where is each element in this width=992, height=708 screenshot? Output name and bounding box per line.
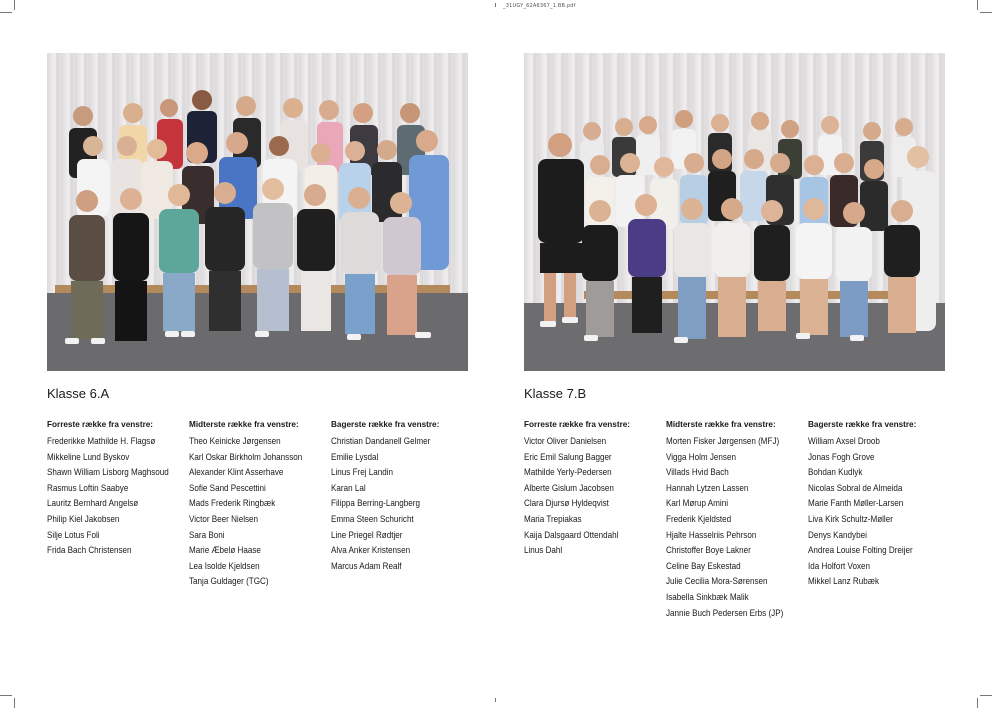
student-name: Alexander Klint Asserhave	[189, 467, 284, 478]
class-photo-7b-image	[524, 53, 945, 371]
student-name: Frederikke Mathilde H. Flagsø	[47, 436, 156, 446]
student-name: Liva Kirk Schultz-Møller	[808, 513, 893, 524]
name-list	[524, 434, 669, 559]
middle-row-column-7b	[666, 420, 811, 621]
student-name: Emma Steen Schuricht	[331, 513, 414, 524]
column-heading: Bagerste række fra venstre:	[331, 420, 440, 429]
student-name: Kaija Dalsgaard Ottendahl	[524, 529, 619, 540]
name-list	[666, 434, 811, 621]
student-name: Tanja Guldager (TGC)	[189, 576, 269, 587]
student-name: Theo Keinicke Jørgensen	[189, 436, 281, 446]
student-name: Karl Oskar Birkholm Johansson	[189, 451, 303, 462]
student-name: Marie Fanth Møller-Larsen	[808, 498, 904, 509]
class-photo-7b	[524, 53, 945, 371]
crop-mark	[980, 695, 992, 696]
student-name: Frida Bach Christensen	[47, 545, 132, 556]
student-name: Emilie Lysdal	[331, 451, 379, 462]
column-heading: Bagerste række fra venstre:	[808, 420, 917, 429]
student-name: Hannah Lytzen Lassen	[666, 482, 749, 493]
crop-mark	[14, 0, 15, 10]
student-name: Vigga Holm Jensen	[666, 451, 736, 462]
crop-mark	[0, 695, 12, 696]
name-list	[47, 434, 192, 559]
student-name: Lea Isolde Kjeldsen	[189, 560, 260, 571]
student-name: Sofie Sand Pescettini	[189, 482, 266, 493]
student-name: Denys Kandybei	[808, 529, 867, 540]
student-name: Maria Trepiakas	[524, 513, 582, 524]
student-name: Filippa Berring-Langberg	[331, 498, 420, 509]
name-list	[189, 434, 334, 590]
student-name: Victor Beer Nielsen	[189, 513, 259, 524]
crop-mark	[977, 0, 978, 10]
student-name: Karl Mørup Amini	[666, 498, 729, 509]
student-name: Mikkel Lanz Rubæk	[808, 576, 880, 587]
student-name: Eric Emil Salung Bagger	[524, 451, 612, 462]
column-heading: Forreste række fra venstre:	[524, 420, 631, 429]
student-name: Mads Frederik Ringbæk	[189, 498, 276, 509]
student-name: Silje Lotus Foli	[47, 529, 100, 540]
class-title-7b: Klasse 7.B	[524, 386, 587, 401]
student-name: Isabella Sinkbæk Malik	[666, 591, 749, 602]
student-name: William Axsel Droob	[808, 436, 880, 446]
crop-mark	[980, 12, 992, 13]
student-name: Villads Hvid Bach	[666, 467, 729, 478]
student-name: Shawn William Lisborg Maghsoud	[47, 467, 169, 478]
student-name: Marcus Adam Realf	[331, 560, 402, 571]
column-heading: Midterste række fra venstre:	[189, 420, 299, 429]
name-list	[808, 434, 953, 590]
student-name: Nicolas Sobral de Almeida	[808, 482, 903, 493]
student-name: Linus Frej Landin	[331, 467, 394, 478]
student-name: Mathilde Yerly-Pedersen	[524, 467, 612, 478]
name-list	[331, 434, 476, 574]
student-name: Bohdan Kudlyk	[808, 467, 863, 478]
student-name: Celine Bay Eskestad	[666, 560, 741, 571]
student-name: Frederik Kjeldsted	[666, 513, 732, 524]
back-row-column-7b	[808, 420, 953, 590]
class-photo-6a	[47, 53, 468, 371]
student-name: Jannie Buch Pedersen Erbs (JP)	[666, 607, 784, 618]
class-photo-6a-image	[47, 53, 468, 371]
student-name: Philip Kiel Jakobsen	[47, 513, 120, 524]
middle-row-column-6a	[189, 420, 334, 590]
student-name: Lauritz Bernhard Angelsø	[47, 498, 139, 509]
student-name: Marie Æbelø Haase	[189, 545, 261, 556]
student-name: Karan Lal	[331, 482, 366, 493]
student-name: Mikkeline Lund Byskov	[47, 451, 130, 462]
student-name: Alva Anker Kristensen	[331, 545, 411, 556]
column-heading: Forreste række fra venstre:	[47, 420, 154, 429]
front-row-column-6a	[47, 420, 192, 559]
student-name: Sara Boni	[189, 529, 225, 540]
student-name: Morten Fisker Jørgensen (MFJ)	[666, 436, 780, 446]
student-name: Alberte Gislum Jacobsen	[524, 482, 614, 493]
student-name: Jonas Fogh Grove	[808, 451, 875, 462]
student-name: Line Priegel Rødtjer	[331, 529, 403, 540]
back-row-column-6a	[331, 420, 476, 574]
student-name: Linus Dahl	[524, 545, 563, 556]
student-name: Victor Oliver Danielsen	[524, 436, 607, 446]
student-name: Julie Cecilia Mora-Sørensen	[666, 576, 768, 587]
crop-mark	[0, 12, 12, 13]
class-title-6a: Klasse 6.A	[47, 386, 110, 401]
center-tick	[495, 3, 496, 7]
student-name: Hjalte Hasselriis Pehrson	[666, 529, 757, 540]
student-name: Clara Djursø Hyldeqvist	[524, 498, 609, 509]
column-heading: Midterste række fra venstre:	[666, 420, 776, 429]
front-row-column-7b	[524, 420, 669, 559]
center-tick	[495, 698, 496, 702]
student-name: Christoffer Boye Lakner	[666, 545, 751, 556]
crop-mark	[14, 698, 15, 708]
document-filename: _31UGY_62A6367_1.BB.pdf	[503, 3, 576, 9]
student-name: Rasmus Loftin Saabye	[47, 482, 129, 493]
crop-mark	[977, 698, 978, 708]
student-name: Christian Dandanell Gelmer	[331, 436, 431, 446]
student-name: Andrea Louise Folting Dreijer	[808, 545, 913, 556]
student-name: Ida Holfort Voxen	[808, 560, 871, 571]
